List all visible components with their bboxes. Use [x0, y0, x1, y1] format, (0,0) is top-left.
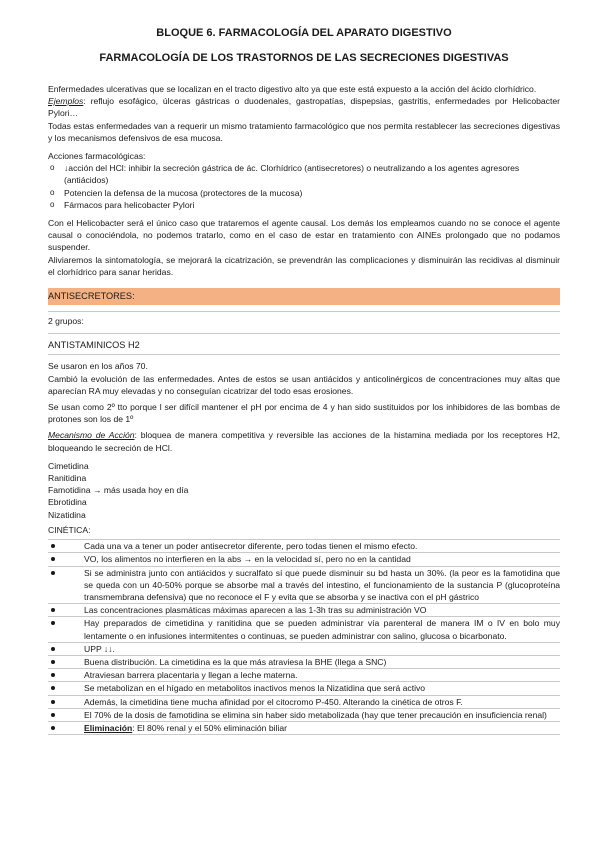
- list-item: [48, 722, 560, 735]
- examples-label: Ejemplos: [48, 96, 84, 107]
- treatment-paragraph: Todas estas enfermedades van a requerir un mismo tratamiento farmacológico que nos permita restablecer las secreciones digestivas y los mecanismos defensivos de esa mucosa.: [48, 120, 560, 143]
- eliminacion-text: : El 80% renal y el 50% eliminación biliar: [132, 722, 287, 733]
- acciones-label: Acciones farmacológicas:: [48, 151, 146, 162]
- drug-list: [48, 460, 560, 521]
- eliminacion-label: Eliminación: [84, 722, 133, 733]
- list-item: o Potencien la defensa de la mucosa (protectores de la mucosa): [48, 187, 560, 199]
- mecanismo-text: : bloquea de manera competitiva y reversible las acciones de la histamina mediada por los receptores H2, bloqueando le secreción de HCl.: [48, 430, 561, 453]
- divider: [48, 311, 560, 312]
- grupos-label: 2 grupos:: [48, 316, 84, 327]
- antisecretores-heading: ANTISECRETORES:: [48, 288, 560, 305]
- list-item: Hay preparados de cimetidina y ranitidina que se pueden administrar vía parenteral de manera IM o IV en bolo muy lentamente o en infusiones intermitentes o continuas, se pueden administrar con salino, glucosa o bicarbonato.: [48, 617, 560, 642]
- examples-text: : reflujo esofágico, úlceras gástricas o duodenales, gastropatías, dispepsias, gastritis, enfermedades por Helicobacter Pylori…: [48, 96, 560, 119]
- list-item: Buena distribución. La cimetidina es la que más atraviesa la BHE (llega a SNC): [48, 656, 560, 669]
- list-item: Si se administra junto con antiácidos y sucralfato sí que puede disminuir su bd hasta un 30%. (la peor es la famotidina que se queda con un 40-50% porque se absorbe mal a través del intestino, el funcionamiento de la sustancia P (glucoproteína transmembrana defensiva) que no reconoce el F y evita que se absorba y se inactiva con el pH gástrico: [48, 567, 560, 605]
- drug-item: Ebrotidina: [48, 497, 87, 508]
- list-item: o ↓acción del HCl: inhibir la secreción gástrica de ác. Clorhídrico (antisecretores) o neutralizando a los agentes agresores (antiácidos): [48, 162, 560, 186]
- list-item: UPP ↓↓.: [48, 643, 560, 656]
- mecanismo-label: Mecanismo de Acción: [48, 430, 135, 441]
- intro-paragraph: Enfermedades ulcerativas que se localizan en el tracto digestivo alto ya que este está expuesto a la acción del ácido clorhídrico.: [48, 84, 537, 94]
- history-p1: Se usaron en los años 70.: [48, 361, 148, 372]
- list-item: Las concentraciones plasmáticas máximas aparecen a las 1-3h tras su administración VO: [48, 604, 560, 617]
- list-item: Se metabolizan en el hígado en metabolitos inactivos menos la Nizatidina que será activo: [48, 682, 560, 695]
- drug-item: Ranitidina: [48, 473, 87, 484]
- list-item: El 70% de la dosis de famotidina se elimina sin haber sido metabolizada (hay que tener precaución en insuficiencia renal): [48, 709, 560, 722]
- mecanismo-paragraph: [48, 429, 560, 453]
- cinetica-list: [48, 539, 560, 735]
- divider: [48, 333, 560, 334]
- acciones-list: [48, 162, 560, 211]
- drug-item: Nizatidina: [48, 509, 86, 520]
- helicobacter-paragraph: Con el Helicobacter será el único caso que trataremos el agente causal. Los demás los empleamos cuando no se conoce el agente causal o conociéndola, no podemos tratarlo, como en el caso de estar en tratamiento con AINEs prolongado que no podamos suspender.: [48, 218, 560, 253]
- aliviaremos-paragraph: Aliviaremos la sintomatología, se mejorará la cicatrización, se prevendrán las complicaciones y disminuirán las recidivas al disminuir el clorhídrico para sanar heridas.: [48, 254, 560, 277]
- history-p3: Se usan como 2º tto porque l ser difícil mantener el pH por encima de 4 y han sido sustituidos por los inhibidores de las bombas de protones son los de 1º: [48, 402, 560, 425]
- antistaminicos-heading: ANTISTAMINICOS H2: [48, 339, 560, 355]
- list-item: Cada una va a tener un poder antisecretor diferente, pero todas tienen el mismo efecto.: [48, 540, 560, 553]
- cinetica-label: CINÉTICA:: [48, 524, 91, 535]
- list-item: o Fármacos para helicobacter Pylori: [48, 199, 560, 211]
- section-title: FARMACOLOGÍA DE LOS TRASTORNOS DE LAS SECRECIONES DIGESTIVAS: [99, 52, 509, 64]
- drug-item: Famotidina → más usada hoy en día: [48, 485, 189, 496]
- list-item: VO, los alimentos no interfieren en la abs → en la velocidad sí, pero no en la cantidad: [48, 553, 560, 566]
- document-page: [48, 26, 560, 735]
- list-item: Además, la cimetidina tiene mucha afinidad por el citocromo P-450. Alterando la cinética de otros F.: [48, 696, 560, 709]
- drug-item: Cimetidina: [48, 460, 89, 471]
- examples-paragraph: [48, 95, 560, 119]
- block-title: BLOQUE 6. FARMACOLOGÍA DEL APARATO DIGESTIVO: [156, 27, 452, 39]
- list-item: Atraviesan barrera placentaria y llegan a leche materna.: [48, 669, 560, 682]
- history-p2: Cambió la evolución de las enfermedades. Antes de estos se usan antiácidos y anticolinérgicos de concentraciones muy altas que aparecían RA muy elevadas y no conseguían cicatrizar del todo esas erosiones.: [48, 373, 560, 396]
